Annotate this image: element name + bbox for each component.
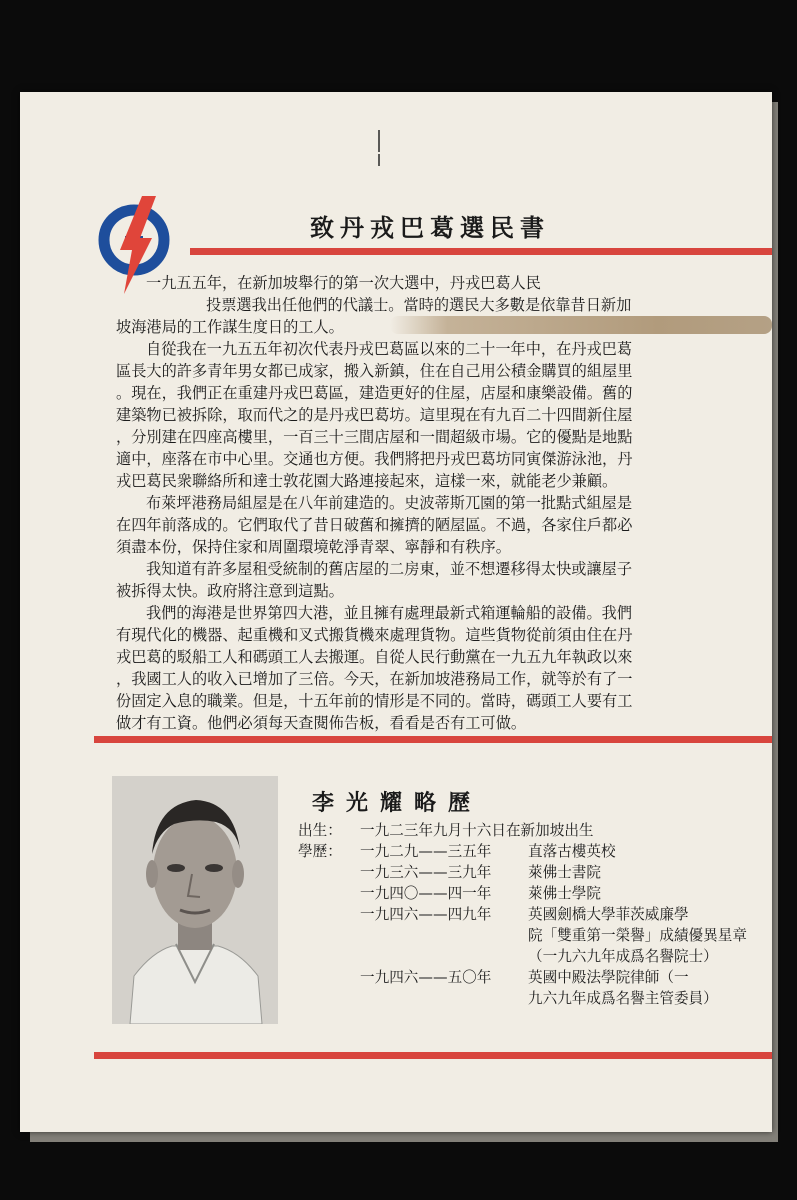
- bio-edu-continuation: [298, 988, 768, 1009]
- body-line: 自從我在一九五五年初次代表丹戎巴葛區以來的二十一年中，在丹戎巴葛: [146, 340, 632, 358]
- edu-text: 直落古樓英校: [528, 843, 616, 860]
- body-line: 被拆得太快。政府將注意到這點。: [116, 582, 344, 600]
- edu-text: （一九六九年成爲名譽院士）: [528, 948, 718, 965]
- edu-period: 一九三六——三九年: [360, 864, 492, 881]
- edu-text: 九六九年成爲名譽主管委員）: [528, 990, 718, 1007]
- body-line: 建築物已被拆除，取而代之的是丹戎巴葛坊。這里現在有九百二十四間新住屋: [116, 406, 633, 424]
- body-line: 我們的海港是世界第四大港，並且擁有處理最新式箱運輪船的設備。我們: [146, 604, 632, 622]
- bio-details: [298, 820, 768, 1009]
- body-line: 適中，座落在市中心里。交通也方便。我們將把丹戎巴葛坊同寅傑游泳池，丹: [116, 450, 633, 468]
- body-line: 份固定入息的職業。但是，十五年前的情形是不同的。當時，碼頭工人要有工: [116, 692, 633, 710]
- fold-mark: [378, 154, 380, 166]
- bio-edu-continuation: [298, 946, 768, 967]
- fold-mark: [378, 130, 380, 152]
- birth-value: 一九二三年九月十六日在新加坡出生: [360, 822, 594, 839]
- edu-text: 萊佛士書院: [528, 864, 601, 881]
- red-divider: [190, 248, 772, 255]
- letter-title: 致丹戎巴葛選民書: [310, 214, 550, 242]
- body-line: 布萊坪港務局組屋是在八年前建造的。史波蒂斯兀園的第一批點式組屋是: [146, 494, 632, 512]
- body-line: 坡海港局的工作謀生度日的工人。: [116, 318, 344, 336]
- body-line: 在四年前落成的。它們取代了昔日破舊和擁擠的陋屋區。不過，各家住戶都必: [116, 516, 633, 534]
- edu-text: 院「雙重第一榮譽」成績優異星章: [528, 927, 747, 944]
- body-line: 。現在，我們正在重建丹戎巴葛區，建造更好的住屋，店屋和康樂設備。舊的: [116, 384, 633, 402]
- edu-text: 萊佛士學院: [528, 885, 601, 902]
- bio-edu-row: [298, 883, 768, 904]
- edu-period: 一九四〇——四一年: [360, 885, 492, 902]
- bio-edu-row: [298, 841, 768, 862]
- body-line: ，分別建在四座高樓里，一百三十三間店屋和一間超級市場。它的優點是地點: [116, 428, 633, 446]
- letter-body: [116, 272, 716, 734]
- body-line: 須盡本份，保持住家和周圍環境乾淨青翠、寧靜和有秩序。: [116, 538, 511, 556]
- body-line: 我知道有許多屋租受統制的舊店屋的二房東，並不想遷移得太快或讓屋子: [146, 560, 632, 578]
- portrait-photo: [112, 776, 278, 1024]
- body-line: ，我國工人的收入已增加了三倍。今天，在新加坡港務局工作，就等於有了一: [116, 670, 633, 688]
- body-line: 有現代化的機器、起重機和叉式搬貨機來處理貨物。這些貨物從前須由住在丹: [116, 626, 633, 644]
- edu-text: 英國中殿法學院律師（一: [528, 969, 689, 986]
- edu-period: 一九四六——五〇年: [360, 969, 492, 986]
- education-label: 學歷：: [298, 843, 342, 860]
- bio-edu-row: [298, 862, 768, 883]
- body-line: 戎巴葛民衆聯絡所和達士敦花園大路連接起來，這樣一來，就能老少兼顧。: [116, 472, 618, 490]
- bio-edu-row: [298, 904, 768, 925]
- red-divider: [94, 1052, 772, 1059]
- edu-period: 一九二九——三五年: [360, 843, 492, 860]
- body-line: 區長大的許多青年男女都已成家，搬入新鎮，住在自己用公積金購買的組屋里: [116, 362, 633, 380]
- body-line: 投票選我出任他們的代議士。當時的選民大多數是依靠昔日新加: [206, 296, 632, 314]
- letter-sheet: [20, 92, 772, 1132]
- body-line: 做才有工資。他們必須每天查閱佈告板，看看是否有工可做。: [116, 714, 527, 732]
- bio-title: 李光耀略歷: [312, 790, 483, 816]
- edu-text: 英國劍橋大學菲茨威廉學: [528, 906, 689, 923]
- edu-period: 一九四六——四九年: [360, 906, 492, 923]
- birth-label: 出生：: [298, 822, 342, 839]
- bio-edu-continuation: [298, 925, 768, 946]
- body-line: 一九五五年，在新加坡舉行的第一次大選中，丹戎巴葛人民: [146, 274, 541, 292]
- bio-birth-row: [298, 820, 768, 841]
- bio-edu-row: [298, 967, 768, 988]
- red-divider: [94, 736, 772, 743]
- body-line: 戎巴葛的駁船工人和碼頭工人去搬運。自從人民行動黨在一九五九年執政以來: [116, 648, 633, 666]
